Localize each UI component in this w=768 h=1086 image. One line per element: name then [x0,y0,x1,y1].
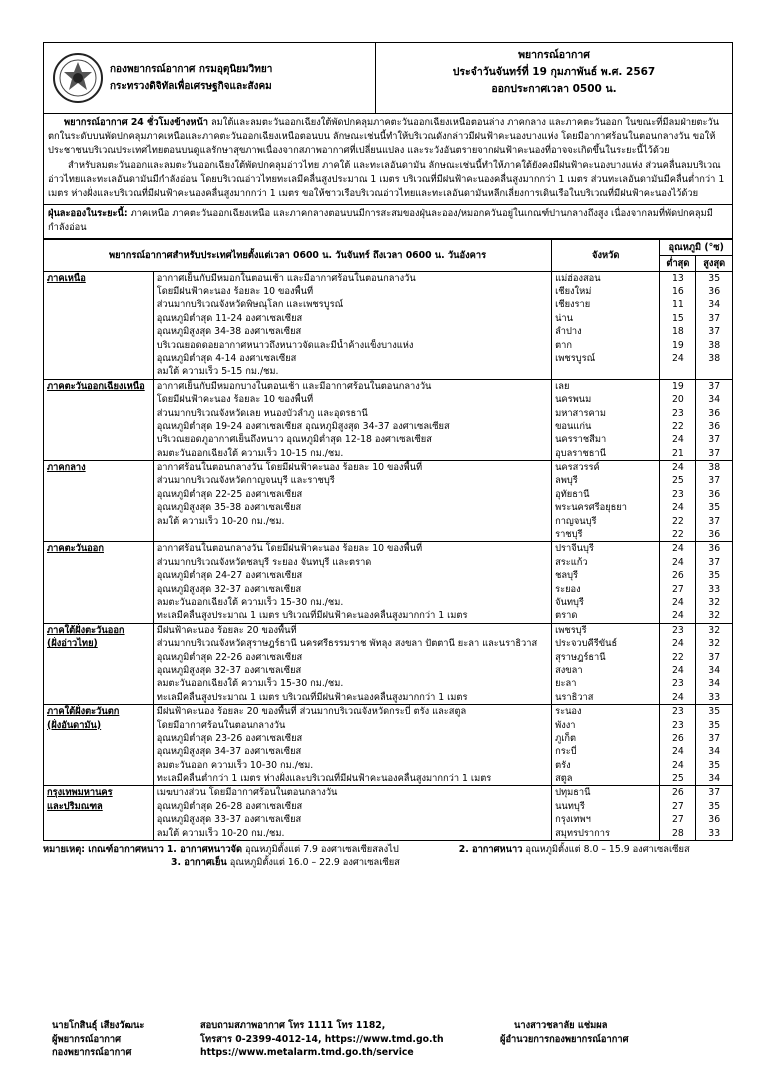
region-name-text: ภาคใต้ฝั่งตะวันออก [47,624,125,636]
province-name: ลำปาง [555,326,582,338]
dust-lead: ฝุ่นละอองในระยะนี้: [48,208,128,220]
region-name-text: ภาคกลาง [47,462,86,474]
region-name [44,705,154,786]
high-temp: 34 [708,299,721,311]
high-temp: 33 [708,583,721,595]
description-line: ลมใต้ ความเร็ว 10-20 กม./ชม. [156,515,285,527]
province-name: นครสวรรค์ [555,462,600,474]
description-line: อุณหภูมิสูงสุด 32-37 องศาเซลเซียส [156,583,302,595]
low-temp: 21 [671,447,684,459]
region-name-line [47,719,150,732]
province-list [552,705,660,786]
province-name: ยะลา [555,678,577,690]
low-temp: 19 [671,339,684,351]
low-temp: 24 [671,610,684,622]
high-temp: 38 [708,352,721,364]
province-name: เชียงใหม่ [555,286,592,298]
province-name: อุทัยธานี [555,488,590,500]
region-name-text: กรุงเทพมหานคร [47,787,113,799]
forecaster-name: นายโกสินธุ์ เสียงวัฒนะ [52,1020,145,1031]
region-name-text: ภาคเหนือ [47,272,86,284]
province-list [552,623,660,704]
low-temp: 22 [671,529,684,541]
low-temp-list [660,542,696,623]
province-name: ชลบุรี [555,570,578,582]
high-temp: 37 [708,447,721,459]
province-name: ตรัง [555,759,571,771]
note-1: อุณหภูมิตั้งแต่ 7.9 องศาเซลเซียสลงไป [242,844,399,856]
region-name [44,542,154,623]
description-line: ส่วนมากบริเวณจังหวัดเลย หนองบัวลำภู และอุดรธานี [156,407,368,419]
region-name-line [47,705,150,718]
province-name: ราชบุรี [555,529,583,541]
high-temp: 37 [708,380,721,392]
province-list [552,271,660,379]
note-2: อุณหภูมิตั้งแต่ 8.0 – 15.9 องศาเซลเซียส [522,844,690,856]
low-temp: 24 [671,434,684,446]
region-name-text: ภาคใต้ฝั่งตะวันตก [47,706,120,718]
province-name: พังงา [555,719,576,731]
low-temp: 26 [671,570,684,582]
dust-section [43,205,733,238]
org-line-1: กองพยากรณ์อากาศ กรมอุตุนิยมวิทยา [110,64,273,75]
low-temp-list [660,461,696,542]
description-line: อากาศเย็นกับมีหมอกในตอนเช้า และมีอากาศร้อนในตอนกลางวัน [156,272,416,284]
high-temp: 37 [708,651,721,663]
description-line: อากาศร้อนในตอนกลางวัน โดยมีฝนฟ้าคะนอง ร้อยละ 10 ของพื้นที่ [156,462,423,474]
region-description [153,542,551,623]
description-line: ส่วนมากบริเวณจังหวัดกาญจนบุรี และราชบุรี [156,475,335,487]
low-temp: 24 [671,759,684,771]
description-line: อุณหภูมิสูงสุด 34-37 องศาเซลเซียส [156,746,302,758]
low-temp: 24 [671,664,684,676]
low-temp: 25 [671,773,684,785]
director-name: นางสาวชลาลัย แช่มผล [514,1020,608,1031]
description-line: ลมตะวันออก ความเร็ว 10-30 กม./ชม. [156,759,314,771]
high-temp: 37 [708,732,721,744]
description-line: โดยมีฝนฟ้าคะนอง ร้อยละ 10 ของพื้นที่ [156,394,314,406]
low-temp: 22 [671,420,684,432]
description-line: ทะเลมีคลื่นสูงประมาณ 1 เมตร บริเวณที่มีฝนฟ้าคะนองคลื่นสูงมากกว่า 1 เมตร [156,691,468,703]
low-temp-list [660,271,696,379]
table-head: พยากรณ์อากาศสำหรับประเทศไทยตั้งแต่เวลา 0600 น. วันจันทร์ ถึงเวลา 0600 น. วันอังคาร [44,239,552,271]
low-temp: 11 [671,299,684,311]
description-line: อุณหภูมิต่ำสุด 24-27 องศาเซลเซียส [156,570,303,582]
contact-fax: โทรสาร 0-2399-4012-14, https://www.tmd.go.th [200,1033,444,1045]
high-temp: 36 [708,529,721,541]
region-name [44,623,154,704]
description-line: อุณหภูมิต่ำสุด 22-25 องศาเซลเซียส [156,488,303,500]
description-line: บริเวณยอดภูอากาศเย็นถึงหนาว อุณหภูมิต่ำสุด 12-18 องศาเซลเซียส [156,434,432,446]
province-name: สุราษฎร์ธานี [555,651,606,663]
region-name-text: และปริมณฑล [47,800,103,812]
high-temp: 35 [708,502,721,514]
low-temp: 24 [671,543,684,555]
region-name-line [47,542,150,555]
province-name: เพชรบูรณ์ [555,352,596,364]
description-line: อุณหภูมิสูงสุด 35-38 องศาเซลเซียส [156,502,302,514]
province-list [552,542,660,623]
note-3-head: 3. อากาศเย็น [171,857,227,869]
province-name: สตูล [555,773,573,785]
low-temp: 23 [671,678,684,690]
high-temp-list [696,705,733,786]
description-line: ลมใต้ ความเร็ว 5-15 กม./ชม. [156,366,279,378]
low-temp: 20 [671,394,684,406]
province-name: สงขลา [555,664,583,676]
high-temp: 35 [708,800,721,812]
description-line: ลมตะวันออกเฉียงใต้ ความเร็ว 15-30 กม./ชม. [156,678,344,690]
province-name: ภูเก็ต [555,732,577,744]
province-name: พระนครศรีอยุธยา [555,502,628,514]
province-name: กรุงเทพฯ [555,814,591,826]
province-name: เลย [555,380,570,392]
description-line: โดยมีฝนฟ้าคะนอง ร้อยละ 10 ของพื้นที่ [156,286,314,298]
description-line: อากาศร้อนในตอนกลางวัน โดยมีฝนฟ้าคะนอง ร้อยละ 10 ของพื้นที่ [156,543,423,555]
region-name-line [47,786,150,799]
high-temp: 38 [708,339,721,351]
high-temp: 33 [708,827,721,839]
province-name: ลพบุรี [555,475,578,487]
low-temp: 27 [671,814,684,826]
low-temp-list [660,705,696,786]
region-name-line [47,624,150,637]
low-temp: 13 [671,272,684,284]
note-lead: หมายเหตุ: เกณฑ์อากาศหนาว [43,844,164,856]
low-temp: 24 [671,746,684,758]
low-temp-list [660,786,696,841]
description-line: อุณหภูมิต่ำสุด 22-26 องศาเซลเซียส [156,651,303,663]
region-name [44,379,154,460]
low-temp: 23 [671,407,684,419]
province-name: น่าน [555,312,574,324]
high-temp: 35 [708,759,721,771]
region-name-text: ภาคตะวันออก [47,543,104,555]
high-temp: 37 [708,556,721,568]
forecast-page [43,42,733,869]
province-name: มหาสารคาม [555,407,607,419]
province-name: สระแก้ว [555,556,588,568]
province-name: ปราจีนบุรี [555,543,594,555]
description-line: บริเวณยอดดอยอากาศหนาวถึงหนาวจัดและมีน้ำค้างแข็งบางแห่ง [156,339,414,351]
low-temp: 19 [671,380,684,392]
description-line: ลมใต้ ความเร็ว 10-20 กม./ชม. [156,827,285,839]
region-description [153,705,551,786]
low-temp: 24 [671,352,684,364]
description-line: อุณหภูมิต่ำสุด 4-14 องศาเซลเซียส [156,352,297,364]
header-org [44,43,376,113]
forecast-24h [43,114,733,205]
province-name: จันทบุรี [555,597,584,608]
province-name: นนทบุรี [555,800,585,812]
forecaster-dept: กองพยากรณ์อากาศ [52,1047,132,1058]
low-temp: 18 [671,326,684,338]
high-temp: 37 [708,434,721,446]
province-name: ตราด [555,610,578,622]
doc-title: พยากรณ์อากาศ [518,49,590,61]
low-temp: 24 [671,691,684,703]
low-temp: 24 [671,556,684,568]
note-3: อุณหภูมิตั้งแต่ 16.0 – 22.9 องศาเซลเซียส [226,857,400,869]
low-temp-list [660,379,696,460]
description-line: อุณหภูมิสูงสุด 34-38 องศาเซลเซียส [156,326,302,338]
low-head: ต่ำสุด [660,255,696,271]
description-line: อุณหภูมิต่ำสุด 19-24 องศาเซลเซียส อุณหภูมิสูงสุด 34-37 องศาเซลเซียส [156,420,450,432]
tmd-seal-icon [52,52,104,104]
province-name: เพชรบุรี [555,624,587,636]
contact-link[interactable]: https://www.metalarm.tmd.go.th/service [200,1047,414,1058]
description-line: มีฝนฟ้าคะนอง ร้อยละ 20 ของพื้นที่ [156,624,297,636]
region-row [44,623,733,704]
province-name: กระบี่ [555,746,577,758]
high-temp: 37 [708,326,721,338]
low-temp: 27 [671,800,684,812]
region-name [44,271,154,379]
region-description [153,623,551,704]
high-temp: 32 [708,610,721,622]
province-name: อุบลราชธานี [555,447,607,459]
high-temp: 32 [708,624,721,636]
high-temp: 32 [708,597,721,608]
high-temp: 37 [708,515,721,527]
high-temp-list [696,786,733,841]
high-temp: 37 [708,787,721,799]
description-line: ทะเลมีคลื่นสูงประมาณ 1 เมตร บริเวณที่มีฝนฟ้าคะนองคลื่นสูงมากกว่า 1 เมตร [156,610,468,622]
description-line: อุณหภูมิต่ำสุด 26-28 องศาเซลเซียส [156,800,303,812]
note [43,843,733,869]
province-name: ขอนแก่น [555,420,592,432]
high-head: สูงสุด [696,255,733,271]
dust-text: ภาคเหนือ ภาคตะวันออกเฉียงเหนือ และภาคกลางตอนบนมีการสะสมของฝุ่นละออง/หมอกควันอยู่ในเกณฑ์ปานกลางถึงสูง เนื่องจากลมที่พัดปกคลุมมีกำลังอ่อน [48,208,713,234]
forecast-24h-p1: ลมใต้และลมตะวันออกเฉียงใต้พัดปกคลุมภาคตะวันออกเฉียงเหนือตอนล่าง ภาคกลาง และภาคตะวันออก ในขณะที่มีลมฝ่ายตะวันตกในระดับบนพัดปกคลุมภาคเหนือและภาคตะวันออกเฉียงเหนือตอนบน ลักษณะเช่นนี้ทำให้บริเวณดังกล่าวมีฝนฟ้าคะนองบางแห่ง โดยมีอากาศร้อนในตอนกลางวัน ขอให้ประชาชนบริเวณประเทศไทยตอนบนดูแลรักษาสุขภาพเนื่องจากสภาพอากาศที่เปลี่ยนแปลง และระวังอันตรายจากฝนฟ้าคะนองที่อาจจะเกิดขึ้นในระยะนี้ไว้ด้วย [48,117,720,157]
description-line: อุณหภูมิต่ำสุด 11-24 องศาเซลเซียส [156,312,303,324]
description-line: ส่วนมากบริเวณจังหวัดพิษณุโลก และเพชรบูรณ์ [156,299,344,311]
temp-head: อุณหภูมิ (°ซ) [660,239,733,255]
region-row [44,542,733,623]
high-temp-list [696,379,733,460]
description-line: ส่วนมากบริเวณจังหวัดสุราษฎร์ธานี นครศรีธรรมราช พัทลุง สงขลา ปัตตานี ยะลา และนราธิวาส [156,638,538,650]
high-temp: 35 [708,719,721,731]
province-name: ปทุมธานี [555,787,591,799]
high-temp: 37 [708,312,721,324]
province-name: ระนอง [555,706,582,718]
high-temp: 37 [708,475,721,487]
high-temp: 35 [708,272,721,284]
low-temp: 16 [671,286,684,298]
description-line: อากาศเย็นกับมีหมอกบางในตอนเช้า และมีอากาศร้อนในตอนกลางวัน [156,380,432,392]
low-temp: 26 [671,732,684,744]
high-temp: 34 [708,394,721,406]
low-temp: 22 [671,651,684,663]
forecast-24h-p2: สำหรับลมตะวันออกและลมตะวันออกเฉียงใต้พัดปกคลุมอ่าวไทย ภาคใต้ และทะเลอันดามัน ลักษณะเช่นนี้ทำให้ภาคใต้ยังคงมีฝนฟ้าคะนองบางแห่ง ส่วนคลื่นลมบริเวณอ่าวไทยและทะเลอันดามันมีกำลังอ่อน โดยบริเวณอ่าวไทยทะเลมีคลื่นสูงประมาณ 1 เมตร บริเวณที่มีฝนฟ้าคะนองคลื่นสูงมากกว่า 1 เมตร ส่วนทะเลอันดามันมีคลื่นต่ำกว่า 1 เมตร ห่างฝั่งและบริเวณที่มีฝนฟ้าคะนองคลื่นสูงมากกว่า 1 เมตร ขอให้ชาวเรือบริเวณอ่าวไทยและทะเลอันดามันหลีกเลี่ยงการเดินเรือในบริเวณที่มีฝนฟ้าคะนองไว้ด้วย [48,159,725,200]
doc-issued: ออกประกาศเวลา 0500 น. [491,83,617,95]
contact-phone: สอบถามสภาพอากาศ โทร 1111 โทร 1182, [200,1020,386,1031]
description-line: มีฝนฟ้าคะนอง ร้อยละ 20 ของพื้นที่ ส่วนมากบริเวณจังหวัดกระบี่ ตรัง และสตูล [156,706,467,718]
description-line: อุณหภูมิต่ำสุด 23-26 องศาเซลเซียส [156,732,303,744]
region-row [44,271,733,379]
forecaster-title: ผู้พยากรณ์อากาศ [52,1033,122,1045]
header-title-block [376,43,732,113]
region-name-line [47,461,150,474]
high-temp: 36 [708,814,721,826]
high-temp: 36 [708,543,721,555]
note-2-head: 2. อากาศหนาว [458,844,523,856]
region-name [44,461,154,542]
header [43,42,733,114]
region-name-line [47,272,150,285]
description-line: เมฆบางส่วน โดยมีอากาศร้อนในตอนกลางวัน [156,787,338,799]
note-1-head: 1. อากาศหนาวจัด [166,844,243,856]
province-name: เชียงราย [555,299,591,311]
province-name: นครราชสีมา [555,434,607,446]
region-row [44,379,733,460]
low-temp: 15 [671,312,684,324]
description-line: โดยมีอากาศร้อนในตอนกลางวัน [156,719,286,731]
low-temp: 22 [671,515,684,527]
director-title: ผู้อำนวยการกองพยากรณ์อากาศ [500,1033,629,1045]
forecast-24h-lead: พยากรณ์อากาศ 24 ชั่วโมงข้างหน้า [64,117,209,128]
low-temp: 23 [671,706,684,718]
region-row [44,461,733,542]
high-temp: 34 [708,678,721,690]
province-name: กาญจนบุรี [555,515,597,527]
province-name: แม่ฮ่องสอน [555,272,601,284]
high-temp: 34 [708,746,721,758]
high-temp-list [696,461,733,542]
low-temp: 26 [671,787,684,799]
low-temp: 23 [671,719,684,731]
low-temp-list [660,623,696,704]
high-temp: 32 [708,638,721,650]
high-temp-list [696,623,733,704]
province-list [552,379,660,460]
high-temp: 34 [708,773,721,785]
region-name-text: (ฝั่งอันดามัน) [47,719,102,731]
low-temp: 23 [671,624,684,636]
region-name-line [47,380,150,393]
high-temp: 38 [708,462,721,474]
doc-date: ประจำวันจันทร์ที่ 19 กุมภาพันธ์ พ.ศ. 2567 [452,66,656,78]
region-name-text: (ฝั่งอ่าวไทย) [47,638,98,650]
low-temp: 24 [671,502,684,514]
high-temp: 35 [708,570,721,582]
high-temp-list [696,271,733,379]
forecast-table [43,239,733,841]
province-list [552,786,660,841]
province-name: สมุทรปราการ [555,827,610,839]
high-temp-list [696,542,733,623]
region-name-line [47,800,150,813]
province-head: จังหวัด [552,239,660,271]
province-list [552,461,660,542]
low-temp: 24 [671,597,684,608]
description-line: ลมตะวันออกเฉียงใต้ ความเร็ว 10-15 กม./ชม. [156,447,344,459]
region-description [153,379,551,460]
high-temp: 36 [708,407,721,419]
low-temp: 23 [671,488,684,500]
footer [52,1019,742,1060]
high-temp: 34 [708,664,721,676]
description-line: ทะเลมีคลื่นต่ำกว่า 1 เมตร ห่างฝั่งและบริเวณที่มีฝนฟ้าคะนองคลื่นสูงมากกว่า 1 เมตร [156,773,492,785]
region-description [153,461,551,542]
high-temp: 33 [708,691,721,703]
province-name: นราธิวาส [555,691,594,703]
description-line: อุณหภูมิสูงสุด 32-37 องศาเซลเซียส [156,664,302,676]
province-name: ประจวบคีรีขันธ์ [555,638,618,650]
description-line: ลมตะวันออกเฉียงใต้ ความเร็ว 15-30 กม./ชม. [156,597,344,608]
region-name [44,786,154,841]
org-line-2: กระทรวงดิจิทัลเพื่อเศรษฐกิจและสังคม [110,81,272,92]
region-name-line [47,637,150,650]
province-name: นครพนม [555,394,592,406]
region-description [153,786,551,841]
high-temp: 36 [708,286,721,298]
province-name: ระยอง [555,583,581,595]
high-temp: 35 [708,706,721,718]
high-temp: 36 [708,420,721,432]
high-temp: 36 [708,488,721,500]
low-temp: 28 [671,827,684,839]
low-temp: 27 [671,583,684,595]
description-line: อุณหภูมิสูงสุด 33-37 องศาเซลเซียส [156,814,302,826]
low-temp: 25 [671,475,684,487]
region-row [44,786,733,841]
low-temp: 24 [671,638,684,650]
region-name-text: ภาคตะวันออกเฉียงเหนือ [47,380,145,392]
province-name: ตาก [555,339,572,351]
description-line: ส่วนมากบริเวณจังหวัดชลบุรี ระยอง จันทบุรี และตราด [156,556,372,568]
region-description [153,271,551,379]
region-row [44,705,733,786]
low-temp: 24 [671,462,684,474]
